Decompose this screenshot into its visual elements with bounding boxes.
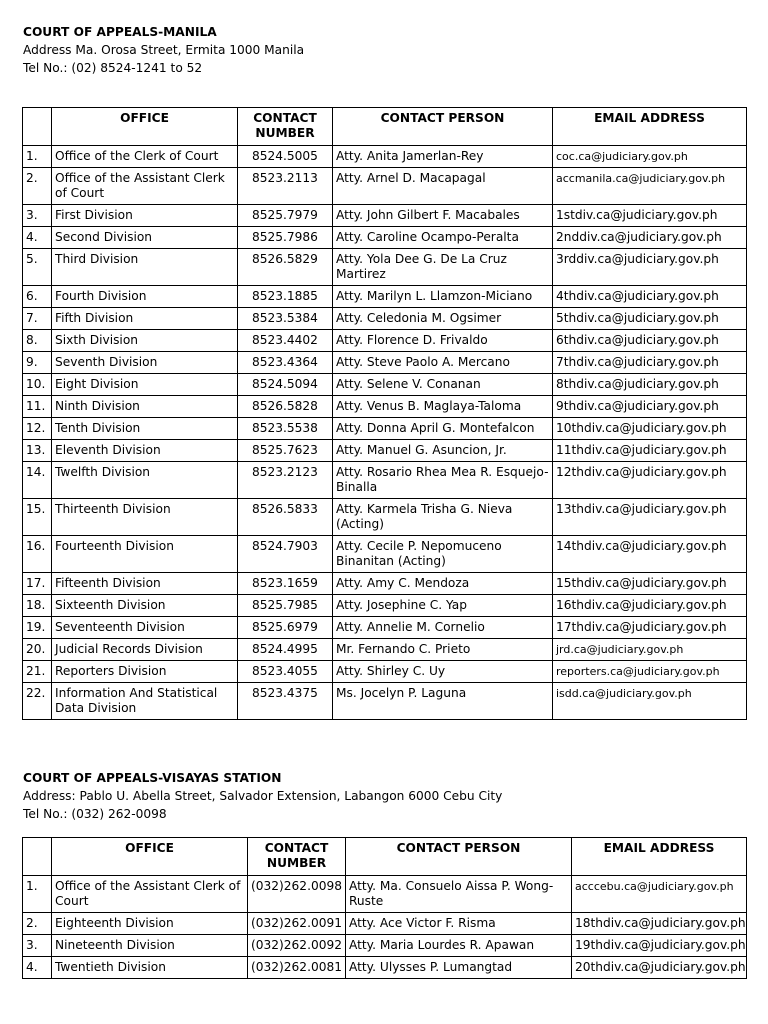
table-row xyxy=(23,957,747,979)
contact-number-cell: 8523.4402 xyxy=(238,330,333,352)
row-number: 18. xyxy=(23,595,52,617)
table-row xyxy=(23,249,747,286)
table-row xyxy=(23,536,747,573)
table-row xyxy=(23,308,747,330)
row-number: 4. xyxy=(23,227,52,249)
header-contact-person: CONTACT PERSON xyxy=(333,108,553,146)
table-row xyxy=(23,876,747,913)
office-cell: Judicial Records Division xyxy=(52,639,238,661)
contact-person-cell: Atty. Florence D. Frivaldo xyxy=(333,330,553,352)
office-cell: Information And Statistical Data Division xyxy=(52,683,238,720)
row-number: 6. xyxy=(23,286,52,308)
manila-title: COURT OF APPEALS-MANILA xyxy=(23,25,217,39)
contact-number-cell: 8523.4364 xyxy=(238,352,333,374)
contact-person-cell: Atty. Ulysses P. Lumangtad xyxy=(346,957,572,979)
office-cell: Tenth Division xyxy=(52,418,238,440)
table-row xyxy=(23,661,747,683)
email-cell: 4thdiv.ca@judiciary.gov.ph xyxy=(553,286,747,308)
table-row xyxy=(23,374,747,396)
office-cell: Fourteenth Division xyxy=(52,536,238,573)
contact-number-cell: (032)262.0098 xyxy=(248,876,346,913)
table-row xyxy=(23,573,747,595)
email-cell: 10thdiv.ca@judiciary.gov.ph xyxy=(553,418,747,440)
contact-person-cell: Atty. Karmela Trisha G. Nieva (Acting) xyxy=(333,499,553,536)
contact-person-cell: Atty. Ace Victor F. Risma xyxy=(346,913,572,935)
office-cell: Office of the Assistant Clerk of Court xyxy=(52,876,248,913)
email-cell: 15thdiv.ca@judiciary.gov.ph xyxy=(553,573,747,595)
contact-person-cell: Atty. Maria Lourdes R. Apawan xyxy=(346,935,572,957)
contact-person-cell: Atty. Manuel G. Asuncion, Jr. xyxy=(333,440,553,462)
contact-person-cell: Atty. Shirley C. Uy xyxy=(333,661,553,683)
header-no xyxy=(23,108,52,146)
contact-number-cell: 8524.5005 xyxy=(238,146,333,168)
table-row xyxy=(23,617,747,639)
contact-number-cell: 8523.1659 xyxy=(238,573,333,595)
table-row xyxy=(23,935,747,957)
row-number: 7. xyxy=(23,308,52,330)
row-number: 22. xyxy=(23,683,52,720)
email-cell: 20thdiv.ca@judiciary.gov.ph xyxy=(572,957,747,979)
contact-person-cell: Atty. Ma. Consuelo Aissa P. Wong-Ruste xyxy=(346,876,572,913)
row-number: 13. xyxy=(23,440,52,462)
table-row xyxy=(23,639,747,661)
email-cell: 9thdiv.ca@judiciary.gov.ph xyxy=(553,396,747,418)
header-office: OFFICE xyxy=(52,838,248,876)
contact-person-cell: Atty. Donna April G. Montefalcon xyxy=(333,418,553,440)
office-cell: Seventh Division xyxy=(52,352,238,374)
table-row xyxy=(23,146,747,168)
table-row xyxy=(23,330,747,352)
visayas-header xyxy=(23,771,502,825)
contact-person-cell: Atty. Anita Jamerlan-Rey xyxy=(333,146,553,168)
row-number: 2. xyxy=(23,913,52,935)
email-cell: 19thdiv.ca@judiciary.gov.ph xyxy=(572,935,747,957)
contact-number-cell: (032)262.0081 xyxy=(248,957,346,979)
row-number: 1. xyxy=(23,876,52,913)
row-number: 5. xyxy=(23,249,52,286)
contact-person-cell: Atty. Annelie M. Cornelio xyxy=(333,617,553,639)
contact-person-cell: Ms. Jocelyn P. Laguna xyxy=(333,683,553,720)
contact-number-cell: 8523.5384 xyxy=(238,308,333,330)
contact-number-cell: 8523.2123 xyxy=(238,462,333,499)
row-number: 21. xyxy=(23,661,52,683)
row-number: 14. xyxy=(23,462,52,499)
office-cell: Ninth Division xyxy=(52,396,238,418)
contact-number-cell: 8525.6979 xyxy=(238,617,333,639)
office-cell: Second Division xyxy=(52,227,238,249)
header-contact-number: CONTACT NUMBER xyxy=(248,838,346,876)
office-cell: First Division xyxy=(52,205,238,227)
row-number: 2. xyxy=(23,168,52,205)
contact-number-cell: 8524.7903 xyxy=(238,536,333,573)
contact-number-cell: (032)262.0091 xyxy=(248,913,346,935)
row-number: 3. xyxy=(23,205,52,227)
table-row xyxy=(23,595,747,617)
manila-header xyxy=(23,25,304,79)
visayas-contacts-table xyxy=(22,837,747,979)
contact-person-cell: Atty. Celedonia M. Ogsimer xyxy=(333,308,553,330)
header-office: OFFICE xyxy=(52,108,238,146)
contact-person-cell: Atty. Caroline Ocampo-Peralta xyxy=(333,227,553,249)
contact-person-cell: Atty. Rosario Rhea Mea R. Esquejo-Binalla xyxy=(333,462,553,499)
office-cell: Thirteenth Division xyxy=(52,499,238,536)
row-number: 15. xyxy=(23,499,52,536)
email-cell: 2nddiv.ca@judiciary.gov.ph xyxy=(553,227,747,249)
email-cell: reporters.ca@judiciary.gov.ph xyxy=(553,661,747,683)
email-cell: jrd.ca@judiciary.gov.ph xyxy=(553,639,747,661)
manila-address: Address Ma. Orosa Street, Ermita 1000 Manila xyxy=(23,43,305,57)
row-number: 8. xyxy=(23,330,52,352)
office-cell: Fourth Division xyxy=(52,286,238,308)
email-cell: 18thdiv.ca@judiciary.gov.ph xyxy=(572,913,747,935)
table-row xyxy=(23,418,747,440)
office-cell: Office of the Clerk of Court xyxy=(52,146,238,168)
contact-person-cell: Atty. Cecile P. Nepomuceno Binanitan (Acting) xyxy=(333,536,553,573)
office-cell: Eleventh Division xyxy=(52,440,238,462)
header-contact-number: CONTACT NUMBER xyxy=(238,108,333,146)
contact-number-cell: 8525.7985 xyxy=(238,595,333,617)
visayas-address: Address: Pablo U. Abella Street, Salvador Extension, Labangon 6000 Cebu City xyxy=(23,789,503,803)
office-cell: Sixth Division xyxy=(52,330,238,352)
table-row xyxy=(23,462,747,499)
table-row xyxy=(23,168,747,205)
table-row xyxy=(23,205,747,227)
contact-number-cell: 8525.7979 xyxy=(238,205,333,227)
contact-person-cell: Atty. Venus B. Maglaya-Taloma xyxy=(333,396,553,418)
office-cell: Office of the Assistant Clerk of Court xyxy=(52,168,238,205)
table-row xyxy=(23,683,747,720)
row-number: 17. xyxy=(23,573,52,595)
contact-person-cell: Atty. Selene V. Conanan xyxy=(333,374,553,396)
manila-tel: Tel No.: (02) 8524-1241 to 52 xyxy=(23,61,203,75)
office-cell: Fifth Division xyxy=(52,308,238,330)
row-number: 16. xyxy=(23,536,52,573)
table-header-row xyxy=(23,108,747,146)
contact-number-cell: 8523.5538 xyxy=(238,418,333,440)
contact-number-cell: 8525.7623 xyxy=(238,440,333,462)
email-cell: 11thdiv.ca@judiciary.gov.ph xyxy=(553,440,747,462)
contact-number-cell: 8526.5829 xyxy=(238,249,333,286)
office-cell: Seventeenth Division xyxy=(52,617,238,639)
contact-person-cell: Atty. Josephine C. Yap xyxy=(333,595,553,617)
row-number: 9. xyxy=(23,352,52,374)
email-cell: 16thdiv.ca@judiciary.gov.ph xyxy=(553,595,747,617)
contact-person-cell: Atty. John Gilbert F. Macabales xyxy=(333,205,553,227)
contact-person-cell: Mr. Fernando C. Prieto xyxy=(333,639,553,661)
contact-number-cell: 8524.5094 xyxy=(238,374,333,396)
manila-contacts-table xyxy=(22,107,747,720)
row-number: 3. xyxy=(23,935,52,957)
contact-person-cell: Atty. Amy C. Mendoza xyxy=(333,573,553,595)
email-cell: 8thdiv.ca@judiciary.gov.ph xyxy=(553,374,747,396)
contact-number-cell: 8525.7986 xyxy=(238,227,333,249)
office-cell: Fifteenth Division xyxy=(52,573,238,595)
email-cell: isdd.ca@judiciary.gov.ph xyxy=(553,683,747,720)
contact-number-cell: 8523.2113 xyxy=(238,168,333,205)
email-cell: 5thdiv.ca@judiciary.gov.ph xyxy=(553,308,747,330)
contact-number-cell: 8526.5833 xyxy=(238,499,333,536)
row-number: 11. xyxy=(23,396,52,418)
office-cell: Eighteenth Division xyxy=(52,913,248,935)
email-cell: 17thdiv.ca@judiciary.gov.ph xyxy=(553,617,747,639)
email-cell: 6thdiv.ca@judiciary.gov.ph xyxy=(553,330,747,352)
header-email-address: EMAIL ADDRESS xyxy=(572,838,747,876)
email-cell: 13thdiv.ca@judiciary.gov.ph xyxy=(553,499,747,536)
contact-number-cell: 8523.1885 xyxy=(238,286,333,308)
header-contact-person: CONTACT PERSON xyxy=(346,838,572,876)
email-cell: 12thdiv.ca@judiciary.gov.ph xyxy=(553,462,747,499)
contact-number-cell: 8523.4055 xyxy=(238,661,333,683)
row-number: 19. xyxy=(23,617,52,639)
table-row xyxy=(23,913,747,935)
office-cell: Sixteenth Division xyxy=(52,595,238,617)
table-header-row xyxy=(23,838,747,876)
office-cell: Nineteenth Division xyxy=(52,935,248,957)
row-number: 4. xyxy=(23,957,52,979)
contact-person-cell: Atty. Arnel D. Macapagal xyxy=(333,168,553,205)
visayas-title: COURT OF APPEALS-VISAYAS STATION xyxy=(23,771,282,785)
row-number: 10. xyxy=(23,374,52,396)
table-row xyxy=(23,499,747,536)
contact-person-cell: Atty. Yola Dee G. De La Cruz Martirez xyxy=(333,249,553,286)
row-number: 20. xyxy=(23,639,52,661)
office-cell: Reporters Division xyxy=(52,661,238,683)
email-cell: 1stdiv.ca@judiciary.gov.ph xyxy=(553,205,747,227)
email-cell: accmanila.ca@judiciary.gov.ph xyxy=(553,168,747,205)
header-no xyxy=(23,838,52,876)
contact-person-cell: Atty. Steve Paolo A. Mercano xyxy=(333,352,553,374)
office-cell: Twentieth Division xyxy=(52,957,248,979)
table-row xyxy=(23,396,747,418)
table-row xyxy=(23,352,747,374)
email-cell: 7thdiv.ca@judiciary.gov.ph xyxy=(553,352,747,374)
office-cell: Third Division xyxy=(52,249,238,286)
header-email-address: EMAIL ADDRESS xyxy=(553,108,747,146)
office-cell: Twelfth Division xyxy=(52,462,238,499)
contact-number-cell: 8523.4375 xyxy=(238,683,333,720)
table-row xyxy=(23,286,747,308)
row-number: 1. xyxy=(23,146,52,168)
contact-number-cell: (032)262.0092 xyxy=(248,935,346,957)
email-cell: coc.ca@judiciary.gov.ph xyxy=(553,146,747,168)
contact-person-cell: Atty. Marilyn L. Llamzon-Miciano xyxy=(333,286,553,308)
row-number: 12. xyxy=(23,418,52,440)
email-cell: acccebu.ca@judiciary.gov.ph xyxy=(572,876,747,913)
table-row xyxy=(23,440,747,462)
office-cell: Eight Division xyxy=(52,374,238,396)
table-row xyxy=(23,227,747,249)
contact-number-cell: 8526.5828 xyxy=(238,396,333,418)
email-cell: 3rddiv.ca@judiciary.gov.ph xyxy=(553,249,747,286)
email-cell: 14thdiv.ca@judiciary.gov.ph xyxy=(553,536,747,573)
visayas-tel: Tel No.: (032) 262-0098 xyxy=(23,807,167,821)
contact-number-cell: 8524.4995 xyxy=(238,639,333,661)
